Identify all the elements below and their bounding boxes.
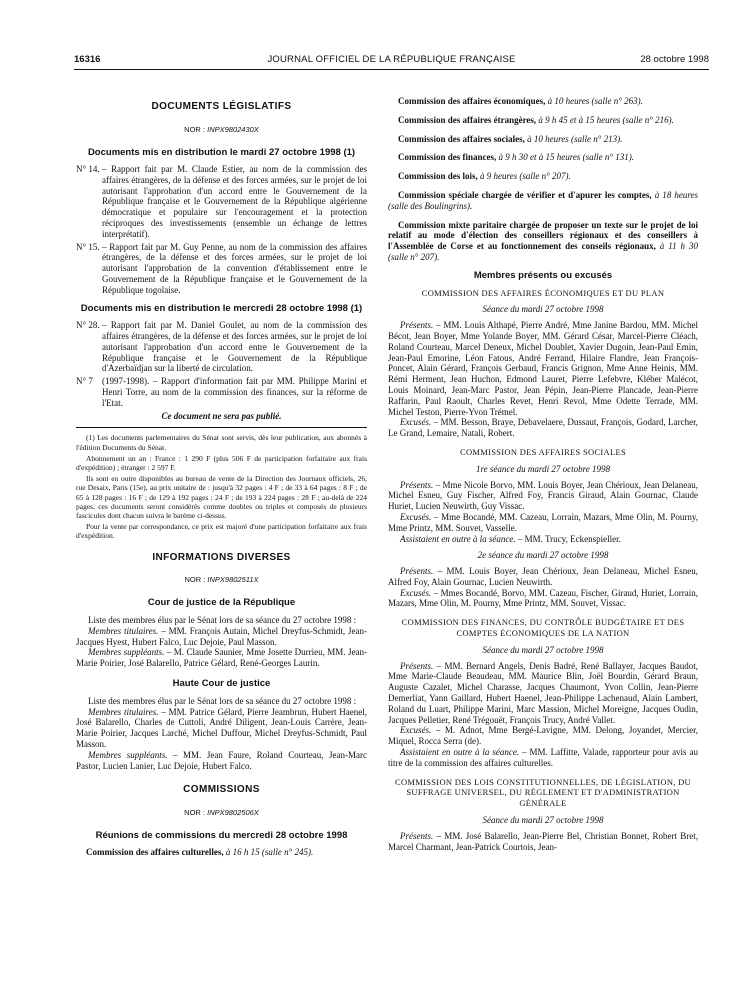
section-title-documents: DOCUMENTS LÉGISLATIFS	[151, 101, 292, 112]
members-paragraph	[76, 707, 367, 750]
meeting-name: Commission des affaires culturelles,	[86, 847, 224, 858]
meeting-name: Commission des affaires économiques,	[398, 96, 546, 106]
meeting-item	[76, 847, 367, 858]
attendance-list: – MM. Laffitte, Valade, rapporteur pour avis au titre de la commission des affaires culturelles.	[388, 747, 698, 768]
members-paragraph	[76, 750, 367, 772]
meeting-time: à 10 heures (salle n° 213).	[524, 133, 623, 144]
commission-name: COMMISSION DES FINANCES, DU CONTRÔLE BUDGÉTAIRE ET DES COMPTES ÉCONOMIQUES DE LA NATION	[401, 617, 685, 639]
attendance-list: – Mmes Bocandé, Borvo, MM. Cazeau, Fischer, Giraud, Huriet, Lorrain, Mazars, Mme Olin, M. Pourny, Mme Printz, MM. Souvet, Vissac.	[388, 587, 698, 609]
nor-label: NOR :	[184, 575, 206, 585]
attendance-paragraph	[388, 566, 698, 588]
members-label: Membres suppléants.	[88, 647, 165, 658]
attendance-list: – MM. Trucy, Eckenspieller.	[515, 533, 621, 544]
meeting-time: à 10 heures (salle n° 263).	[545, 96, 643, 106]
attendance-list: – MM. José Balarello, Jean-Pierre Bel, Christian Bonnet, Robert Bret, Marcel Charmant, Jean-Patrick Courtois, Jean-	[388, 830, 698, 852]
section-title-informations: INFORMATIONS DIVERSES	[152, 551, 291, 563]
attendance-label: Présents.	[400, 479, 434, 490]
nor-code: INPX9802511X	[207, 575, 259, 585]
document-number: N° 14.	[76, 164, 100, 175]
document-item	[76, 242, 367, 296]
attendance-list: – MM. Besson, Braye, Debavelaere, Dussaut, François, Godard, Larcher, Le Grand, Lemaire, Natali, Robert.	[388, 417, 698, 439]
paragraph: Liste des membres élus par le Sénat lors de sa séance du 27 octobre 1998 :	[88, 614, 357, 625]
members-paragraph	[76, 626, 367, 648]
commission-name: COMMISSION DES AFFAIRES SOCIALES	[459, 446, 626, 457]
footnote: Ils sont en outre disponibles au bureau de vente de la Direction des Journaux officiels, 26, rue Desaix, Paris (15e), au prix unitaire de : jusqu'à 32 pages : 4 F ; de 33 à 64 pages : 8 F ; de 65 à 128 pages : 16 F ; de 129 à 192 pages : 24 F ; de 193 à 224 pages : 28 F ; au-delà de 224 pages, ces documents seront considérés comme doubles ou triples et composés de plusieurs fascicules dont chacun suivra le barème ci-dessus.	[76, 474, 367, 520]
meeting-name: Commission des affaires étrangères,	[398, 114, 537, 125]
commission-name: COMMISSION DES AFFAIRES ÉCONOMIQUES ET DU PLAN	[421, 287, 665, 298]
meeting-name: Commission des lois,	[398, 171, 478, 182]
attendance-list: – M. Adnot, Mme Bergé-Lavigne, MM. Delong, Joyandet, Mercier, Miquel, Rocca Serra (de).	[388, 725, 698, 747]
paragraph: Liste des membres élus par le Sénat lors de sa séance du 27 octobre 1998 :	[88, 695, 357, 706]
distribution-title-1: Documents mis en distribution le mardi 27 octobre 1998 (1)	[87, 146, 356, 158]
attendance-paragraph	[388, 480, 698, 512]
attendance-list: – MM. Louis Althapé, Pierre André, Mme Janine Bardou, MM. Michel Bécot, Jean Boyer, Mme Yolande Boyer, MM. Gérard César, Marcel-Pierre Cléach, Roland Courteau, Marcel Deneux, Michel Doublet, Xavier Dugoin, Jean-Paul Emin, Jean-Paul Emorine, Léon Fatous, André Ferrand, Hilaire Flandre, Jean François-Poncet, Alain Gérard, François Gerbaud, Francis Grignon, Mme Anne Heinis, MM. Rémi Herment, Jean Huchon, Edmond Lauret, Pierre Lefebvre, Kléber Malécot, Louis Moinard, Jean-Marc Pastor, Jean Pépin, Jean-Pierre Plancade, Jean-Pierre Raffarin, Paul Raoult, Charles Revet, Henri Revol, Mme Odette Terrade, MM. Michel Teston, Pierre-Yvon Trémel.	[388, 320, 698, 417]
attendance-label: Présents.	[400, 566, 434, 577]
document-text: (1997-1998). – Rapport d'information fait par MM. Philippe Marini et Henri Torre, au nom de la commission des finances, sur la réforme de l'Etat.	[102, 376, 367, 408]
document-item	[76, 320, 367, 374]
attendance-paragraph	[388, 417, 698, 439]
meeting-item	[388, 171, 698, 182]
section-title-commissions: COMMISSIONS	[183, 784, 260, 796]
meeting-item	[388, 115, 698, 126]
meeting-name: Commission mixte paritaire chargée de proposer un texte sur le projet de loi relatif au mode d'élection des conseillers régionaux et des conseillers à l'Assemblée de Corse et au fonctionnement des conseils régionaux,	[388, 219, 698, 252]
footnote: Pour la vente par correspondance, ce prix est majoré d'une participation forfaitaire aux frais d'expédition.	[76, 522, 367, 541]
document-item	[76, 164, 367, 240]
members-list: – MM. Jean Faure, Roland Courteau, Jean-Marc Pastor, Lucien Lanier, Luc Dejoie, Hubert Falco.	[76, 749, 367, 771]
meeting-item	[388, 152, 698, 163]
attendance-label: Excusés.	[400, 511, 432, 522]
distribution-title-2: Documents mis en distribution le mercredi 28 octobre 1998 (1)	[80, 302, 363, 314]
page-header	[74, 52, 709, 70]
members-label: Membres titulaires.	[88, 625, 159, 636]
meeting-time: à 9 h 30 et à 15 heures (salle n° 131).	[496, 152, 635, 163]
members-label: Membres titulaires.	[88, 706, 159, 717]
document-number: N° 28.	[76, 320, 100, 331]
issue-date: 28 octobre 1998	[640, 54, 709, 65]
members-list: – M. Claude Saunier, Mme Josette Durrieu, MM. Jean-Marie Poirier, José Balarello, Patrice Gélard, René-Georges Laurin.	[76, 647, 367, 669]
meeting-time: à 9 heures (salle n° 207).	[477, 171, 571, 182]
meeting-item	[388, 220, 698, 263]
nor-label: NOR :	[184, 808, 206, 818]
attendance-paragraph	[388, 534, 698, 545]
attendance-paragraph	[388, 320, 698, 417]
subsection-title-cour: Cour de justice de la République	[147, 597, 296, 609]
footnote: Abonnement un an : France : 1 290 F (plus 506 F de participation forfaitaire aux frais d'expédition) ; étranger : 2 597 F.	[76, 453, 367, 472]
attendance-label: Assistaient en outre à la séance.	[400, 747, 520, 758]
meeting-time: à 16 h 15 (salle n° 245).	[225, 847, 314, 858]
attendance-paragraph	[388, 588, 698, 610]
nor-reference	[76, 808, 367, 819]
attendance-label: Présents.	[400, 320, 434, 331]
subsection-title-haute-cour: Haute Cour de justice	[172, 677, 271, 689]
attendance-paragraph	[388, 661, 698, 726]
meeting-name: Commission des affaires sociales,	[398, 133, 525, 144]
attendance-list: – Mme Nicole Borvo, MM. Louis Boyer, Jean Chérioux, Jean Delaneau, Michel Esneu, Guy Fischer, Alfred Foy, Francis Giraud, Alain Gournac, Claude Huriet, Lucien Neuwirth, Guy Vissac.	[388, 479, 698, 512]
document-text: – Rapport fait par M. Claude Estier, au nom de la commission des affaires étrangères, de la défense et des forces armées, sur le projet de loi autorisant l'approbation d'un accord entre le Gouvernement de la République française et le Gouvernement de la République algérienne démocratique et populaire sur l'encouragement et la protection réciproques des investissements (ensemble un échange de lettres interprétatif).	[102, 164, 367, 239]
session-title: Séance du mardi 27 octobre 1998	[482, 644, 604, 655]
not-published-note: Ce document ne sera pas publié.	[161, 410, 282, 421]
meeting-item	[388, 134, 698, 145]
attendance-label: Assistaient en outre à la séance.	[400, 533, 516, 544]
meeting-time: à 9 h 45 et à 15 heures (salle n° 216).	[536, 114, 674, 125]
page-number: 16316	[74, 54, 101, 65]
meeting-name: Commission des finances,	[398, 152, 497, 163]
footnote-divider	[76, 427, 367, 428]
members-list: – MM. Patrice Gélard, Pierre Jeambrun, Hubert Haenel, José Balarello, Charles de Cuttoli, André Diligent, Jean-Louis Carrère, Jean-Marie Poirier, Jacques Larché, Michel Duffour, Michel Dreyfus-Schmidt, Paul Masson.	[76, 706, 368, 749]
document-text: – Rapport fait par M. Daniel Goulet, au nom de la commission des affaires étrangères, de la défense et des forces armées, sur le projet de loi autorisant l'approbation d'un accord entre le Gouvernement de la République française et le Gouvernement de la République d'Azerbaïdjan sur la liberté de circulation.	[102, 320, 367, 374]
journal-title: JOURNAL OFFICIEL DE LA RÉPUBLIQUE FRANÇAISE	[267, 54, 516, 65]
attendance-paragraph	[388, 747, 698, 769]
attendance-paragraph	[388, 831, 698, 853]
session-title: 1re séance du mardi 27 octobre 1998	[476, 463, 610, 474]
members-list: – MM. François Autain, Michel Dreyfus-Schmidt, Jean-Jacques Hyest, Hubert Falco, Luc Dejoie, Paul Masson.	[76, 625, 368, 647]
session-title: Séance du mardi 27 octobre 1998	[482, 815, 604, 826]
attendance-label: Excusés.	[400, 725, 432, 736]
attendance-list: – MM. Bernard Angels, Denis Badré, René Ballayer, Jacques Baudot, Mme Marie-Claude Beaudeau, MM. Maurice Blin, Joël Bourdin, Gérard Braun, Auguste Cazalet, Michel Charasse, Jacques Chaumont, Yvon Collin, Jean-Pierre Demerliat, Yann Gaillard, Hubert Haenel, Jean-Philippe Lachenaud, Alain Lambert, Roland du Luart, Philippe Marini, Marc Massion, Michel Moreigne, Jacques Oudin, Jacques Pelletier, René Trégouët, François Trucy, André Vallet.	[388, 660, 698, 725]
nor-reference	[76, 125, 367, 136]
nor-code: INPX9802430X	[207, 124, 259, 134]
commission-name: COMMISSION DES LOIS CONSTITUTIONNELLES, DE LÉGISLATION, DU SUFFRAGE UNIVERSEL, DU RÈGLEMENT ET D'ADMINISTRATION GÉNÉRALE	[395, 776, 691, 809]
members-label: Membres suppléants.	[88, 749, 168, 760]
meeting-name: Commission spéciale chargée de vérifier et d'apurer les comptes,	[398, 189, 652, 200]
attendance-label: Excusés.	[400, 417, 432, 428]
attendance-paragraph	[388, 512, 698, 534]
meeting-item	[388, 96, 698, 107]
document-text: – Rapport fait par M. Guy Penne, au nom de la commission des affaires étrangères, de la défense et des forces armées, sur le projet de loi autorisant l'approbation de la convention d'établissement entre le Gouvernement de la République française et le Gouvernement de la République togolaise.	[102, 241, 367, 295]
meeting-time: à 18 heures (salle des Boulingrins).	[388, 189, 698, 211]
attendance-label: Présents.	[400, 830, 434, 841]
session-title: 2e séance du mardi 27 octobre 1998	[477, 550, 609, 561]
members-paragraph	[76, 647, 367, 669]
meeting-time: à 11 h 30 (salle n° 207).	[388, 241, 698, 262]
attendance-list: – Mme Bocandé, MM. Cazeau, Lorrain, Mazars, Mme Olin, M. Pourny, Mme Printz, MM. Souvet, Vasselle.	[388, 511, 698, 533]
footnote: (1) Les documents parlementaires du Sénat sont servis, dès leur publication, aux abonnés à l'édition Documents du Sénat.	[76, 433, 367, 452]
meeting-item	[388, 190, 698, 212]
reunions-title: Réunions de commissions du mercredi 28 octobre 1998	[95, 829, 348, 841]
right-column	[388, 96, 698, 852]
left-column	[76, 96, 367, 866]
attendance-label: Présents.	[400, 660, 434, 671]
session-title: Séance du mardi 27 octobre 1998	[482, 304, 604, 315]
attendance-list: – MM. Louis Boyer, Jean Chérioux, Jean Delaneau, Michel Esneu, Alfred Foy, Alain Gournac, Lucien Neuwirth.	[388, 566, 698, 587]
nor-reference	[76, 575, 367, 586]
attendance-label: Excusés.	[400, 587, 432, 598]
attendance-paragraph	[388, 725, 698, 747]
members-title: Membres présents ou excusés	[473, 269, 613, 281]
nor-code: INPX9802506X	[207, 808, 259, 818]
document-number: N° 7	[76, 376, 93, 387]
document-item	[76, 376, 367, 408]
document-number: N° 15.	[76, 241, 100, 252]
nor-label: NOR :	[184, 124, 206, 134]
